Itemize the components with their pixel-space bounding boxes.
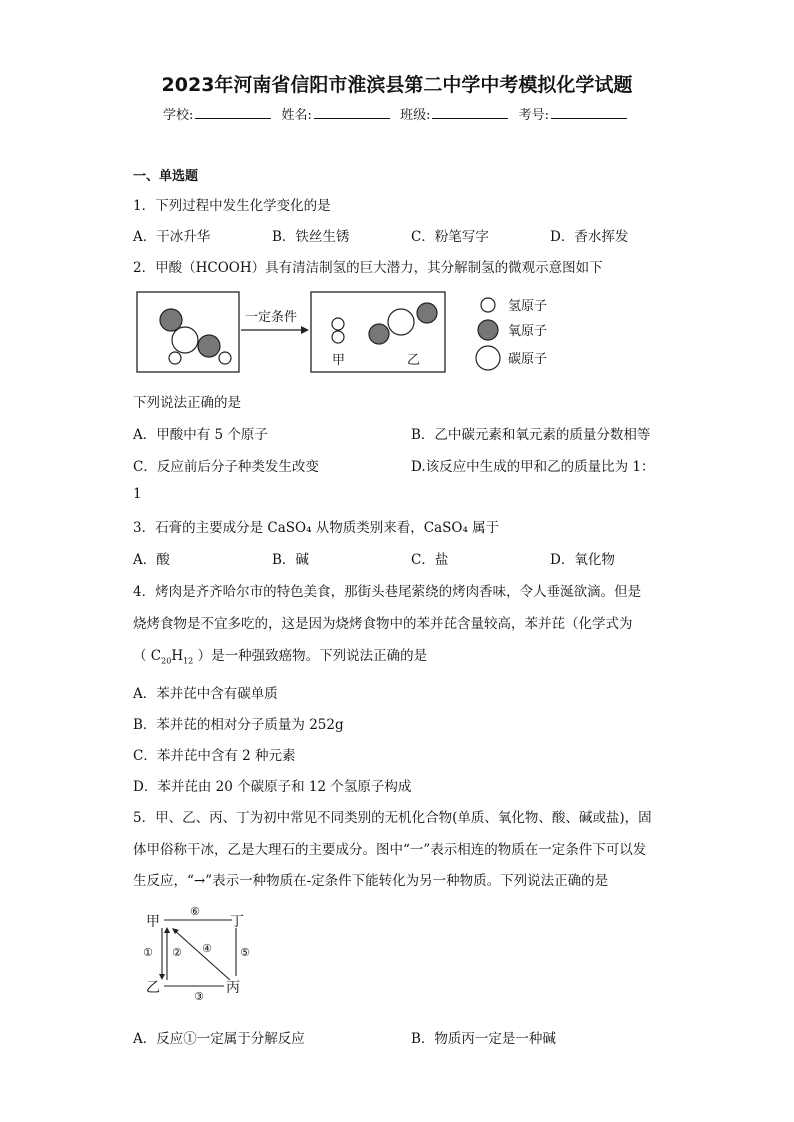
- school-label: 学校:: [163, 108, 194, 123]
- page-title: 2023年河南省信阳市淮滨县第二中学中考模拟化学试题: [161, 74, 633, 96]
- q4-option-b: B．苯并芘的相对分子质量为 252g: [133, 717, 344, 733]
- q4-line-2: 烧烤食物是不宜多吃的，这是因为烧烤食物中的苯并芘含量较高，苯并芘（化学式为: [133, 616, 633, 632]
- q4-option-c: C．苯并芘中含有 2 种元素: [133, 748, 296, 764]
- oxygen-atom-legend-icon: [478, 320, 498, 340]
- q2-option-b: B．乙中碳元素和氧元素的质量分数相等: [411, 427, 651, 443]
- q5-line-3: 生反应，“→”表示一种物质在-定条件下能转化为另一种物质。下列说法正确的是: [133, 873, 609, 889]
- class-blank: [432, 106, 508, 119]
- reaction-condition: 一定条件: [245, 310, 298, 325]
- q2-option-d: D.该反应中生成的甲和乙的质量比为 1：: [411, 459, 655, 475]
- student-info-line: [163, 104, 633, 123]
- school-blank: [195, 106, 271, 119]
- q2-molecule-diagram: [133, 288, 593, 378]
- q3-stem: 3．石膏的主要成分是 CaSO₄ 从物质类别来看，CaSO₄ 属于: [133, 520, 500, 536]
- q1-stem: 1．下列过程中发生化学变化的是: [133, 198, 331, 214]
- q2-option-a: A．甲酸中有 5 个原子: [133, 427, 268, 443]
- class-label: 班级:: [400, 108, 431, 123]
- q1-option-d: D．香水挥发: [550, 229, 629, 245]
- section-title: 一、单选题: [133, 169, 199, 184]
- carbon-atom-legend-icon: [476, 346, 500, 370]
- edge-label-1: ①: [143, 946, 153, 959]
- product-a-label: 甲: [332, 353, 346, 368]
- q1-option-a: A．干冰升华: [133, 229, 211, 245]
- exam-no-label: 考号:: [518, 108, 549, 123]
- q3-option-d: D．氧化物: [550, 552, 615, 568]
- q2-option-d-continued: 1: [133, 486, 142, 502]
- q1-option-b: B．铁丝生锈: [272, 229, 350, 245]
- q4-line-1: 4．烤肉是齐齐哈尔市的特色美食，那街头巷尾萦绕的烤肉香味，令人垂涎欲滴。但是: [133, 584, 642, 600]
- edge-bing-jia: [174, 930, 230, 980]
- edge-label-3: ③: [194, 990, 204, 1003]
- q5-line-2: 体甲俗称干冰，乙是大理石的主要成分。图中“一”表示相连的物质在一定条件下可以发: [133, 842, 647, 858]
- edge-label-5: ⑤: [240, 946, 250, 959]
- node-ding: 丁: [230, 914, 244, 930]
- edge-label-4: ④: [202, 942, 212, 955]
- q5-relation-diagram: [140, 900, 260, 1004]
- legend-carbon: 碳原子: [508, 352, 548, 367]
- q5-option-a: A．反应①一定属于分解反应: [133, 1031, 305, 1047]
- exam-no-blank: [551, 106, 627, 119]
- q2-stem: 2．甲酸（HCOOH）具有清洁制氢的巨大潜力，其分解制氢的微观示意图如下: [133, 260, 603, 276]
- edge-label-6: ⑥: [190, 905, 200, 918]
- q1-option-c: C．粉笔写字: [411, 229, 489, 245]
- legend-hydrogen: 氢原子: [508, 299, 548, 314]
- name-blank: [314, 106, 390, 119]
- node-bing: 丙: [226, 980, 240, 996]
- legend-oxygen: 氧原子: [508, 324, 548, 339]
- edge-label-2: ②: [172, 946, 182, 959]
- q2-option-c: C．反应前后分子种类发生改变: [133, 459, 319, 475]
- node-yi: 乙: [146, 980, 160, 996]
- q5-line-1: 5．甲、乙、丙、丁为初中常见不同类别的无机化合物(单质、氧化物、酸、碱或盐)，固: [133, 810, 652, 826]
- q3-option-a: A．酸: [133, 552, 170, 568]
- q4-line-3: （ $C_{20}H_{12}$ ）是一种强致癌物。下列说法正确的是: [133, 648, 428, 666]
- node-jia: 甲: [146, 914, 160, 930]
- product-b-label: 乙: [407, 353, 421, 368]
- q3-option-b: B．碱: [272, 552, 309, 568]
- q4-option-a: A．苯并芘中含有碳单质: [133, 686, 278, 702]
- q4-option-d: D．苯并芘由 20 个碳原子和 12 个氢原子构成: [133, 779, 412, 795]
- q5-option-b: B．物质丙一定是一种碱: [411, 1031, 556, 1047]
- q3-option-c: C．盐: [411, 552, 449, 568]
- name-label: 姓名:: [281, 108, 312, 123]
- q2-prompt: 下列说法正确的是: [133, 395, 241, 411]
- hydrogen-atom-legend-icon: [481, 298, 495, 312]
